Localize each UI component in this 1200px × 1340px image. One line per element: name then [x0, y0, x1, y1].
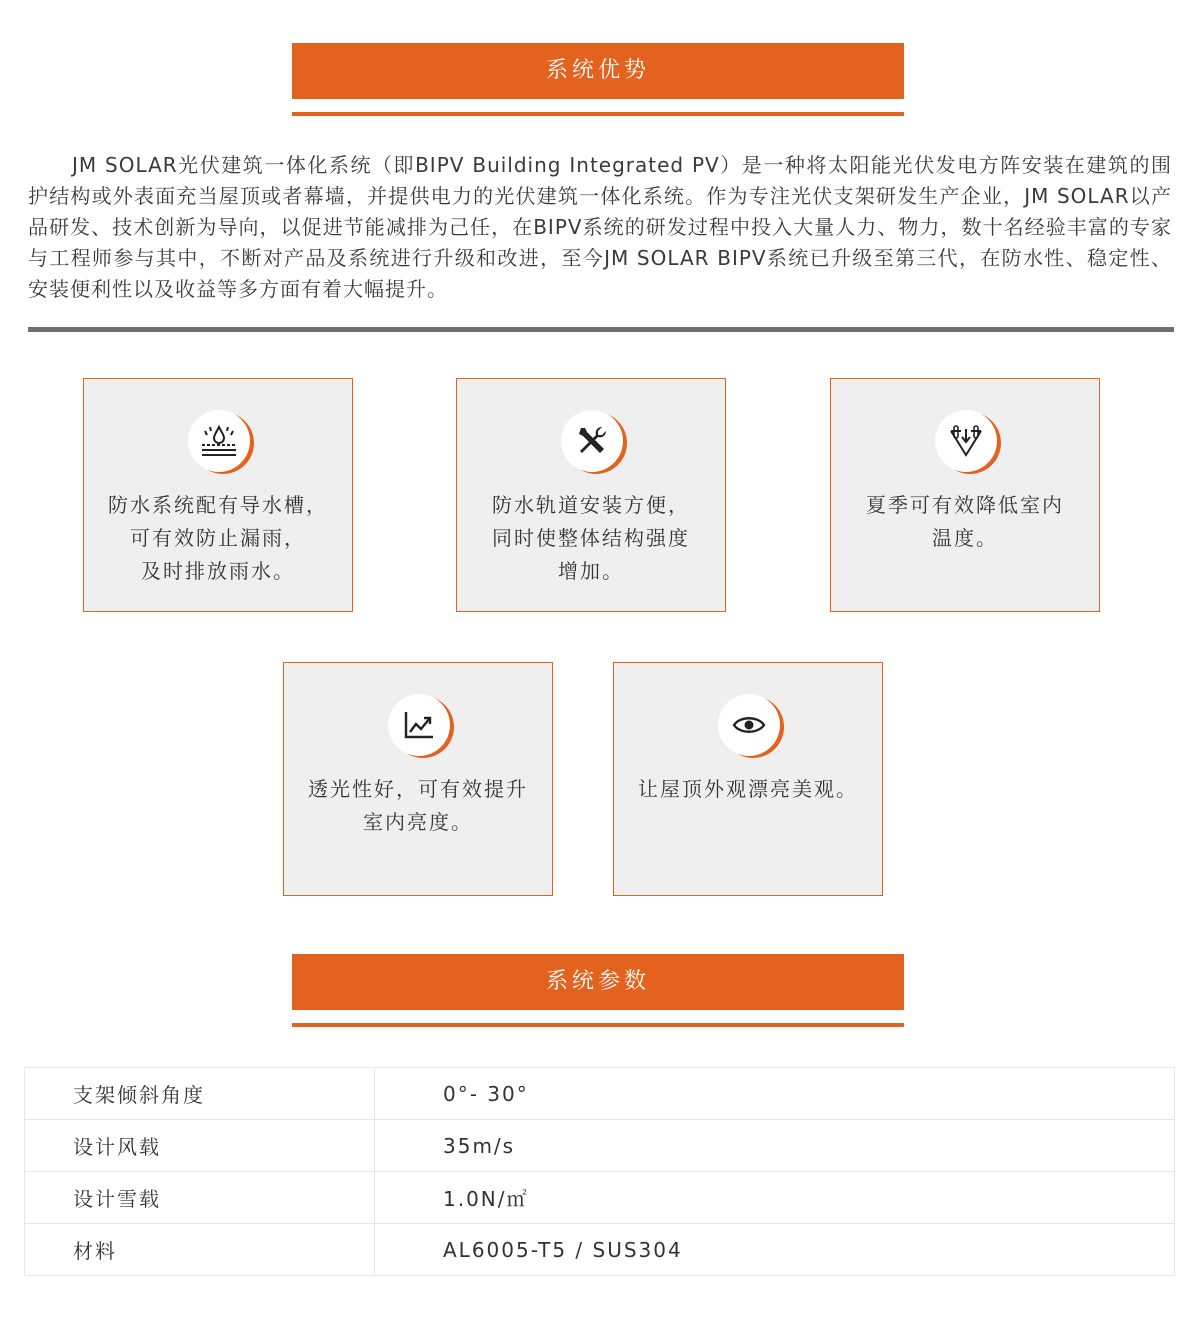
- param-value: 1.0N/㎡: [375, 1172, 1175, 1224]
- param-value: 0°- 30°: [375, 1068, 1175, 1120]
- advantage-text: 防水轨道安装方便， 同时使整体结构强度 增加。: [492, 493, 690, 583]
- advantage-card-appearance: [613, 662, 883, 896]
- params-title: 系统参数: [292, 954, 904, 1010]
- waterproof-icon: [188, 410, 250, 472]
- advantage-text: 让屋顶外观漂亮美观。: [638, 777, 858, 801]
- table-row: [25, 1172, 1175, 1224]
- chart-up-icon: [388, 694, 450, 756]
- title-underline: [292, 112, 904, 116]
- title-underline: [292, 1023, 904, 1027]
- advantage-card-light: [283, 662, 553, 896]
- advantages-title: 系统优势: [292, 43, 904, 99]
- param-key: 材料: [25, 1224, 375, 1276]
- advantage-text: 透光性好，可有效提升 室内亮度。: [308, 777, 528, 834]
- advantage-card-waterproof: [83, 378, 353, 612]
- advantage-card-installation: [456, 378, 726, 612]
- param-key: 设计雪载: [25, 1172, 375, 1224]
- advantage-text: 防水系统配有导水槽， 可有效防止漏雨， 及时排放雨水。: [108, 493, 328, 583]
- table-row: [25, 1120, 1175, 1172]
- tools-icon: [561, 410, 623, 472]
- section-divider: [28, 327, 1174, 332]
- param-value: AL6005-T5 / SUS304: [375, 1224, 1175, 1276]
- param-key: 支架倾斜角度: [25, 1068, 375, 1120]
- intro-paragraph: JM SOLAR光伏建筑一体化系统（即BIPV Building Integrated PV）是一种将太阳能光伏发电方阵安装在建筑的围护结构或外表面充当屋顶或者幕墙，并提供电力的光伏建筑一体化系统。作为专注光伏支架研发生产企业，JM SOLAR以产品研发、技术创新为导向，以促进节能减排为己任，在BIPV系统的研发过程中投入大量人力、物力，数十名经验丰富的专家与工程师参与其中，不断对产品及系统进行升级和改进，至今JM SOLAR BIPV系统已升级至第三代，在防水性、稳定性、安装便利性以及收益等多方面有着大幅提升。: [28, 153, 1172, 301]
- advantage-card-cooling: [830, 378, 1100, 612]
- advantage-text: 夏季可有效降低室内 温度。: [866, 493, 1064, 550]
- eye-icon: [718, 694, 780, 756]
- param-key: 设计风载: [25, 1120, 375, 1172]
- param-value: 35m/s: [375, 1120, 1175, 1172]
- table-row: [25, 1068, 1175, 1120]
- table-row: [25, 1224, 1175, 1276]
- temperature-down-icon: [935, 410, 997, 472]
- params-table: [24, 1067, 1175, 1276]
